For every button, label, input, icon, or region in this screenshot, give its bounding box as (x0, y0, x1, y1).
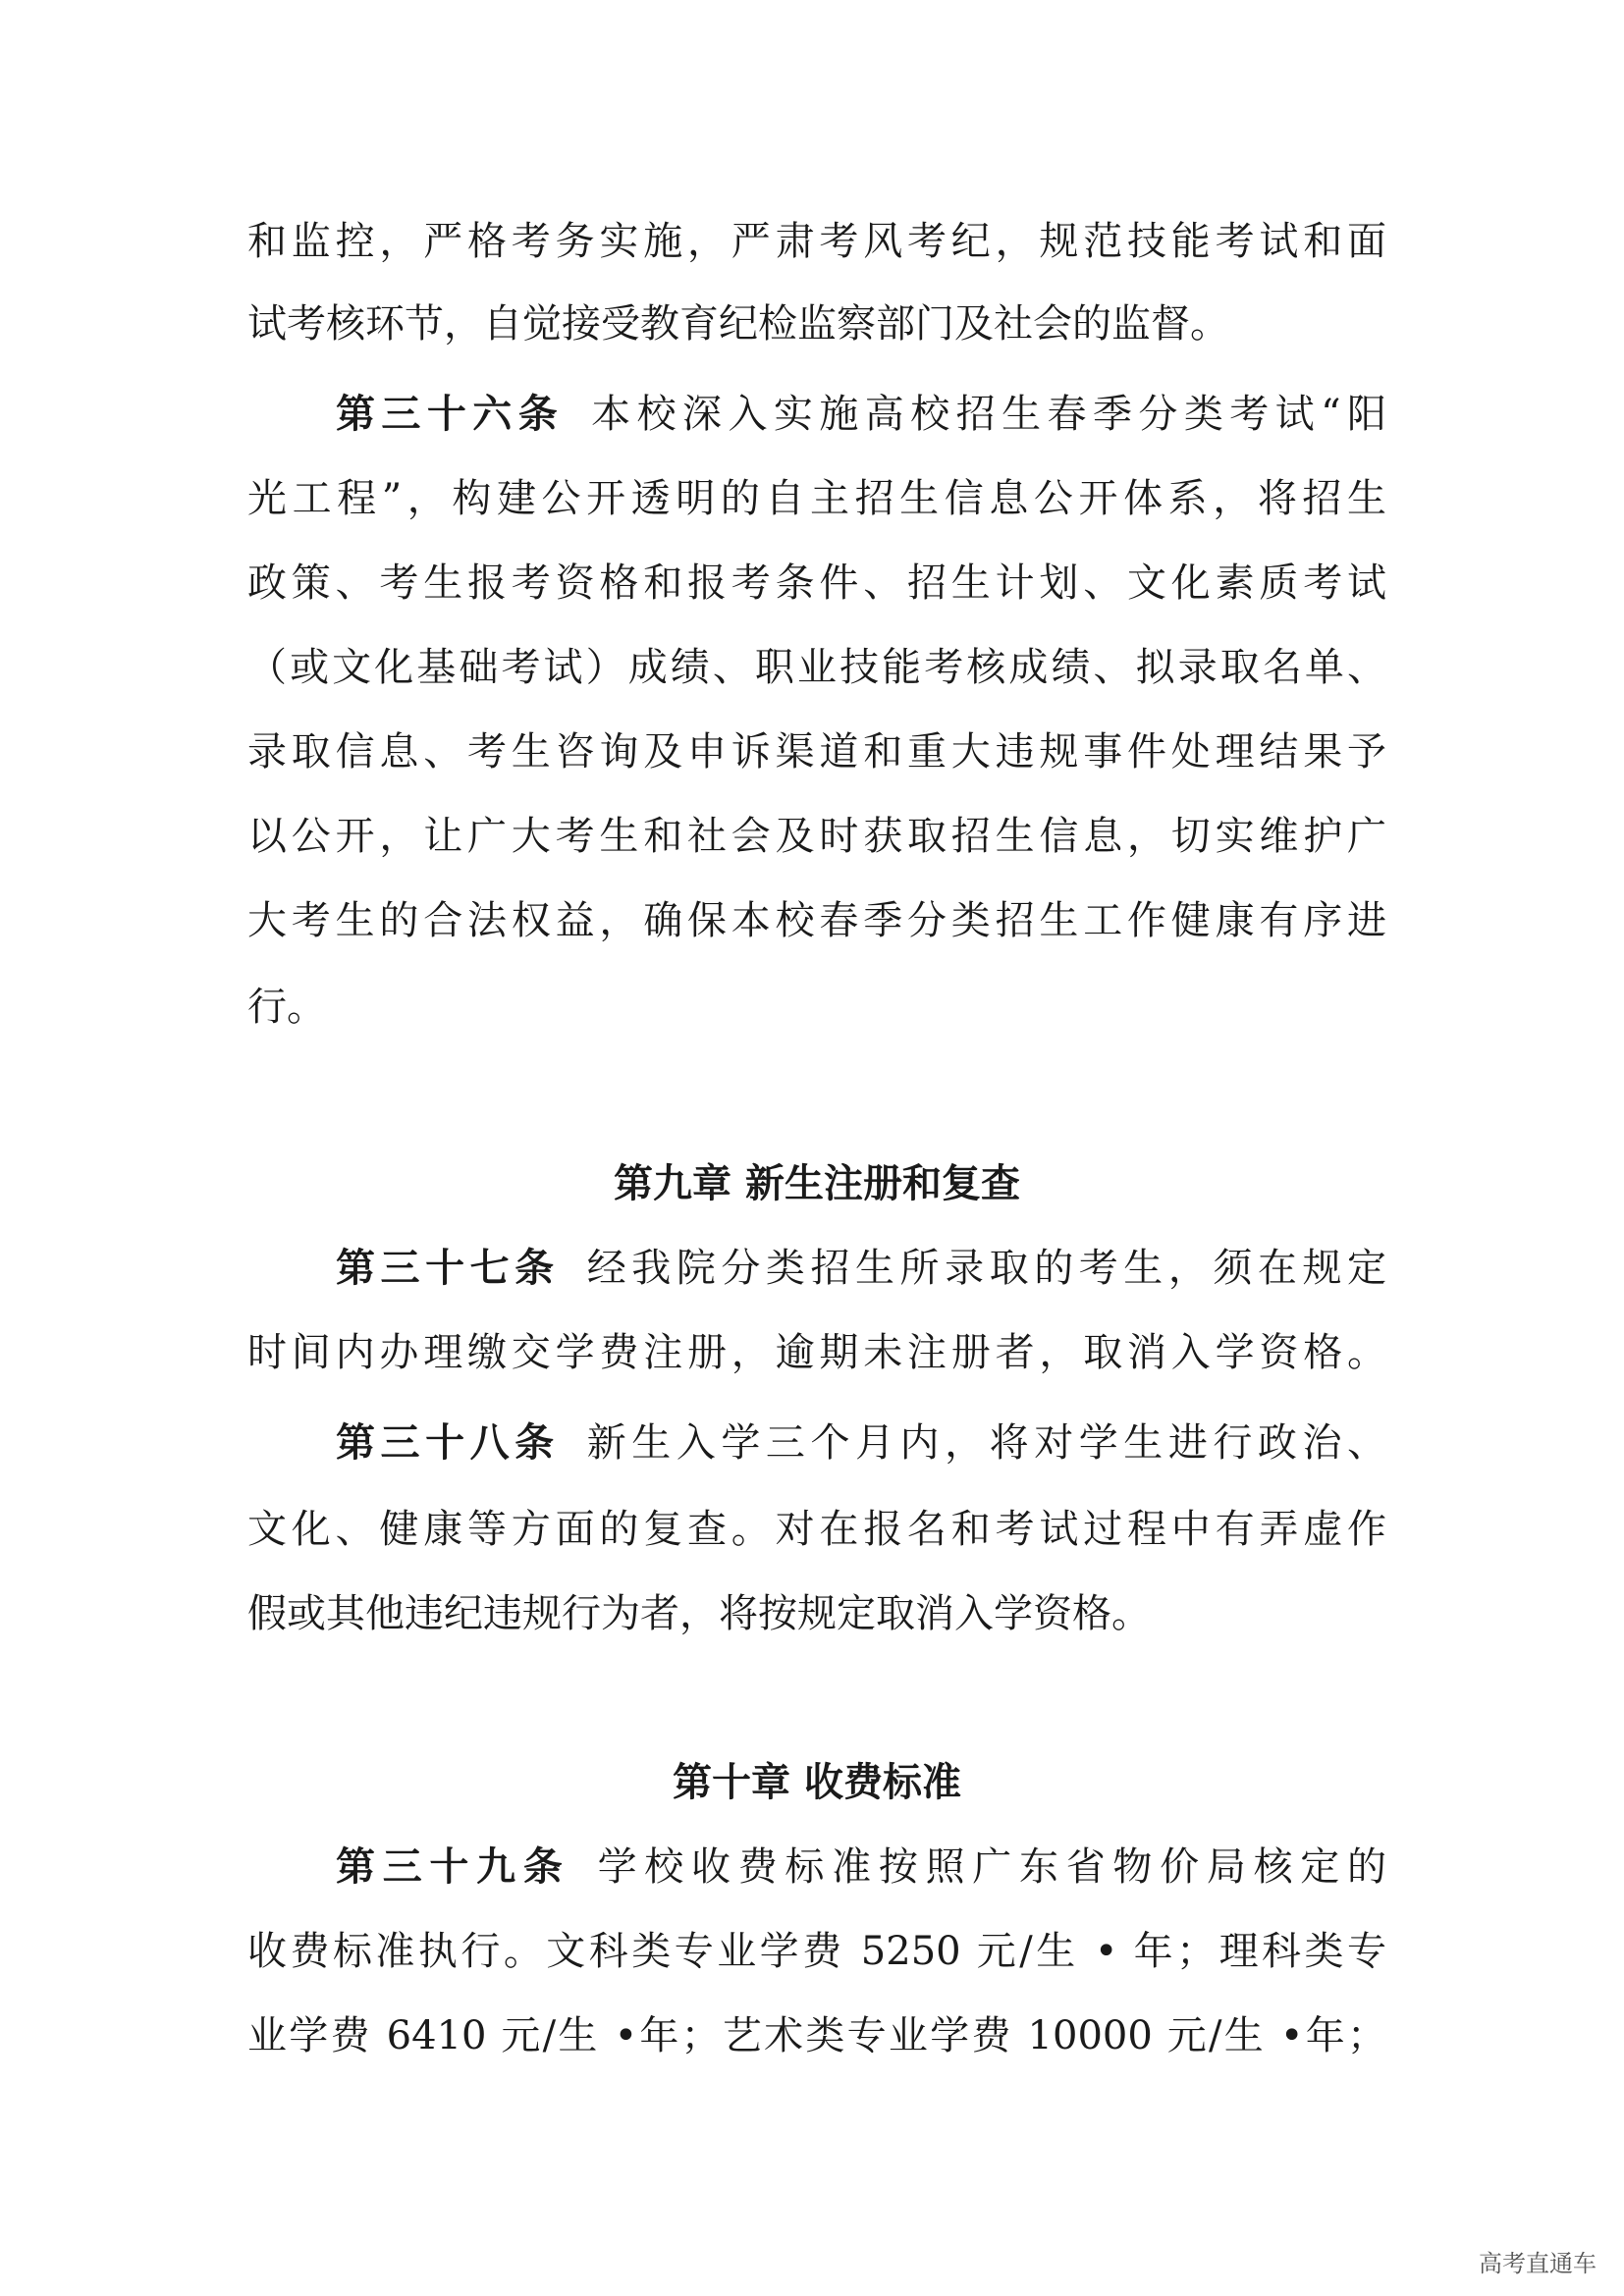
article-36-text: 本校深入实施高校招生春季分类考试“阳 (591, 392, 1386, 437)
article-36-label: 第三十六条 (336, 391, 565, 437)
body-line: 录取信息、考生咨询及申诉渠道和重大违规事件处理结果予 (247, 729, 1386, 774)
article-39-first-line (336, 1843, 1386, 1891)
body-line: 以公开，让广大考生和社会及时获取招生信息，切实维护广 (247, 814, 1386, 859)
body-line: 和监控，严格考务实施，严肃考风考纪，规范技能考试和面 (247, 219, 1386, 264)
article-38-text: 新生入学三个月内，将对学生进行政治、 (586, 1420, 1386, 1466)
chapter-10-title: 第十章 收费标准 (673, 1760, 961, 1805)
body-line: 文化、健康等方面的复查。对在报名和考试过程中有弄虚作 (247, 1507, 1386, 1552)
body-line: 政策、考生报考资格和报考条件、招生计划、文化素质考试 (247, 561, 1386, 606)
article-39-text: 学校收费标准按照广东省物价局核定的 (597, 1844, 1386, 1890)
body-line: 光工程”，构建公开透明的自主招生信息公开体系，将招生 (247, 476, 1386, 521)
article-39-label: 第三十九条 (336, 1843, 570, 1890)
body-line: 业学费 6410 元/生 •年；艺术类专业学费 10000 元/生 •年； (247, 2013, 1386, 2058)
chapter-9-title: 第九章 新生注册和复查 (614, 1161, 1020, 1206)
article-36-first-line (336, 391, 1386, 438)
article-37-first-line (336, 1245, 1386, 1292)
article-38-label: 第三十八条 (336, 1419, 560, 1466)
body-line: 行。 (247, 985, 326, 1030)
body-line: 试考核环节，自觉接受教育纪检监察部门及社会的监督。 (247, 301, 1229, 347)
body-line: （或文化基础考试）成绩、职业技能考核成绩、拟录取名单、 (247, 645, 1386, 690)
article-37-text: 经我院分类招生所录取的考生，须在规定 (586, 1246, 1386, 1291)
body-line: 大考生的合法权益，确保本校春季分类招生工作健康有序进 (247, 898, 1386, 943)
body-line: 假或其他违纪违规行为者，将按规定取消入学资格。 (247, 1591, 1151, 1636)
body-line: 收费标准执行。文科类专业学费 5250 元/生 • 年；理科类专 (247, 1929, 1386, 1974)
article-38-first-line (336, 1419, 1386, 1467)
article-37-label: 第三十七条 (336, 1245, 560, 1291)
body-line: 时间内办理缴交学费注册，逾期未注册者，取消入学资格。 (247, 1330, 1386, 1375)
watermark-label: 高考直通车 (1469, 2247, 1606, 2280)
